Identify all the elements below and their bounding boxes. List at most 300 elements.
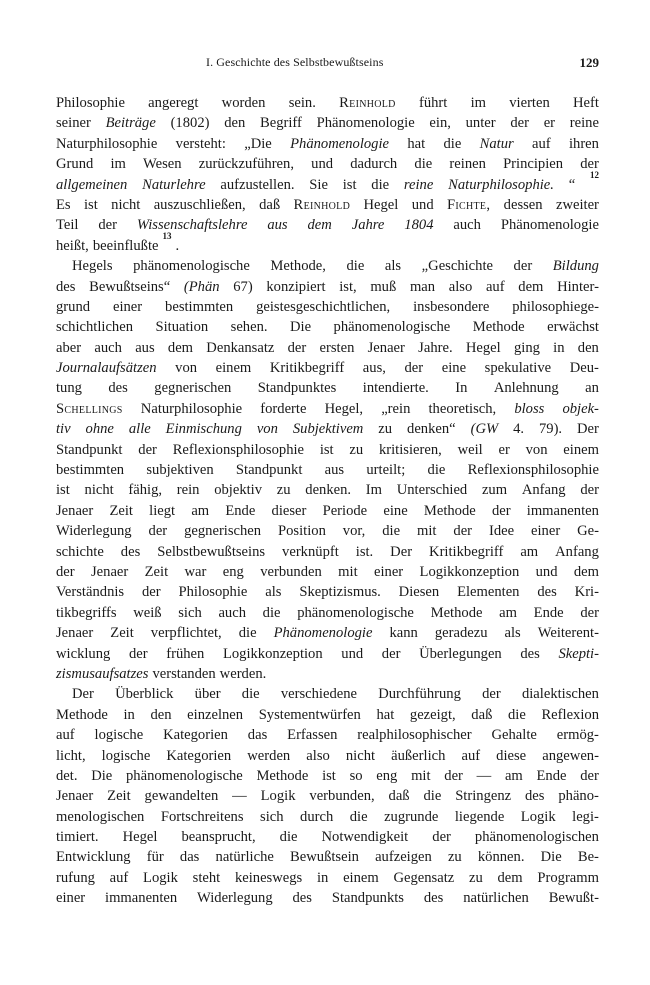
text-line: [56, 644, 599, 664]
word: Jenaer: [56, 625, 94, 642]
word: insbesondere: [413, 298, 490, 315]
word: die: [241, 686, 260, 703]
word: der: [491, 502, 511, 519]
word: mit: [417, 523, 437, 540]
word: tiv: [56, 421, 71, 438]
word: Methode: [472, 319, 525, 336]
word: —: [476, 767, 492, 784]
word: der: [482, 686, 501, 703]
word: am: [191, 502, 210, 519]
word: forderte: [260, 400, 307, 417]
word: des: [537, 584, 557, 601]
word: geradezu: [434, 625, 488, 642]
word: diese: [496, 747, 527, 764]
word: die: [382, 523, 401, 540]
word: der: [138, 441, 157, 458]
word: Elementen: [457, 584, 520, 601]
word: der: [148, 523, 168, 540]
word: einer: [56, 890, 86, 907]
word: an: [585, 380, 599, 397]
word: 67): [233, 278, 253, 295]
word: reinen: [449, 156, 486, 173]
word: Skepti-: [558, 645, 599, 662]
word: des: [525, 788, 545, 805]
word: auszuschließen,: [153, 196, 246, 213]
word: objektiv: [214, 482, 263, 499]
word: zu: [447, 849, 462, 866]
word: phänomenologische: [133, 258, 250, 275]
word: ermög-: [556, 727, 599, 744]
word: hat: [407, 135, 426, 152]
word: aber: [56, 339, 82, 356]
word: Periode: [322, 502, 368, 519]
word: Sie: [309, 176, 328, 193]
word: am: [499, 604, 517, 621]
word: verstanden: [152, 665, 216, 682]
word: sich: [178, 604, 202, 621]
word: den: [224, 115, 246, 132]
word: Principien: [503, 156, 564, 173]
word: Unterschied: [396, 482, 468, 499]
word: die: [443, 135, 462, 152]
word: einer: [112, 298, 143, 315]
word: Durchführung: [378, 686, 461, 703]
word: Naturphilosophie: [56, 135, 158, 152]
word: realphilosophischer: [357, 727, 472, 744]
word: denken.: [305, 482, 352, 499]
text-line: [56, 847, 599, 867]
text-line: [56, 440, 599, 460]
word: Journalaufsätzen: [56, 360, 157, 377]
word: rufung: [56, 869, 95, 886]
word: Widerlegung: [197, 890, 273, 907]
word: der: [580, 156, 599, 173]
word: Natur: [479, 135, 514, 152]
text-line: [56, 215, 599, 235]
word: Zeit: [144, 563, 169, 580]
word: phänomenologische: [297, 604, 414, 621]
word: Der: [72, 686, 94, 703]
word: des: [56, 278, 76, 295]
word: Notwendigkeit: [321, 829, 409, 846]
text-line: [56, 317, 599, 337]
word: ist.: [355, 543, 374, 560]
word: Position: [278, 523, 326, 540]
word: timiert.: [56, 829, 99, 846]
word: sehen.: [230, 319, 268, 336]
word: wicklung: [56, 645, 111, 662]
word: Reflexionsphilosophie: [467, 462, 599, 479]
word: aus,: [362, 360, 386, 377]
word: Ende: [536, 767, 567, 784]
word: des: [108, 380, 128, 397]
word: Skeptizismus.: [299, 584, 381, 601]
word: in: [316, 869, 329, 886]
word: Systementwürfen: [258, 706, 361, 723]
text-line: [56, 827, 599, 847]
word: logische: [94, 727, 144, 744]
word: zugrunde: [384, 808, 439, 825]
word: unter: [465, 115, 496, 132]
word: des: [423, 890, 444, 907]
text-line: [56, 746, 599, 766]
word: Fortschreitens: [160, 808, 244, 825]
word: “: [568, 176, 576, 193]
word: legi-: [572, 808, 599, 825]
word: zu: [378, 421, 393, 438]
word: er: [543, 115, 556, 132]
word: dem: [497, 869, 523, 886]
word: einem: [215, 360, 252, 377]
word: Methode: [56, 706, 108, 723]
word: zu: [276, 482, 291, 499]
word: die: [262, 604, 281, 621]
word: des: [520, 645, 540, 662]
text-line: [56, 623, 599, 643]
word: und: [341, 645, 364, 662]
word: bloss: [514, 400, 545, 417]
word: die: [238, 625, 257, 642]
word: Bewußt-: [548, 890, 599, 907]
word: Verständnis: [56, 584, 125, 601]
word: aus: [267, 217, 288, 234]
word: also: [448, 278, 473, 295]
word: fähig,: [128, 482, 163, 499]
word: einem: [343, 869, 379, 886]
word: —: [232, 788, 247, 805]
word: Reinhold: [339, 95, 396, 111]
word: Kritikbegriff: [429, 543, 504, 560]
word: denken“: [407, 421, 456, 438]
word: Phänomenologie: [316, 115, 415, 132]
word: der: [98, 217, 118, 234]
word: werden: [247, 747, 291, 764]
word: ist: [56, 482, 70, 499]
word: Be-: [577, 849, 599, 866]
word: Situation: [155, 319, 209, 336]
word: phäno-: [558, 788, 599, 805]
word: 12: [589, 169, 599, 180]
word: tung: [56, 380, 82, 397]
text-line: [56, 154, 599, 174]
word: auf: [109, 869, 129, 886]
text-line: [56, 501, 599, 521]
word: auf: [485, 278, 505, 295]
word: bestimmten: [165, 298, 234, 315]
word: so: [349, 767, 363, 784]
word: Jenaer: [367, 339, 405, 356]
word: Gegensatz: [393, 869, 455, 886]
word: Die: [290, 319, 312, 336]
running-title: I. Geschichte des Selbstbewußtseins: [206, 55, 384, 69]
word: Erfassen: [287, 727, 338, 744]
word: Hegel,: [324, 400, 364, 417]
word: am: [520, 543, 539, 560]
word: steht: [192, 869, 221, 886]
word: dialektischen: [521, 686, 599, 703]
text-line: [56, 93, 599, 113]
word: ihren: [568, 135, 599, 152]
word: Naturphilosophie: [140, 400, 243, 417]
word: den: [577, 339, 599, 356]
word: dem: [518, 278, 544, 295]
word: von: [256, 421, 278, 438]
word: Wesen: [143, 156, 182, 173]
word: zweiter: [555, 196, 599, 213]
word: und: [311, 156, 334, 173]
word: Anfang: [521, 482, 566, 499]
word: Die: [540, 849, 562, 866]
word: Kategorien: [166, 747, 232, 764]
word: Phänomenologie: [273, 625, 373, 642]
text-line: [56, 419, 599, 439]
text-line: [56, 338, 599, 358]
word: gewandelten: [144, 788, 219, 805]
text-line: [56, 460, 599, 480]
word: rein: [176, 482, 200, 499]
word: Programm: [537, 869, 599, 886]
word: Jahre: [351, 217, 385, 234]
word: man: [409, 278, 436, 295]
word: dem: [167, 339, 194, 356]
word: der: [453, 523, 473, 540]
page-number: 129: [579, 55, 599, 70]
word: Teil: [56, 217, 79, 234]
word: ein,: [429, 115, 451, 132]
word: versteht:: [175, 135, 226, 152]
word: logische: [101, 747, 151, 764]
word: mit: [411, 767, 431, 784]
word: „Geschichte: [421, 258, 493, 275]
word: Methode: [256, 767, 309, 784]
word: ohne: [85, 421, 114, 438]
word: die: [346, 258, 365, 275]
word: angewen-: [542, 747, 599, 764]
text-line: [56, 399, 599, 419]
word: (1802): [170, 115, 210, 132]
word: Hegel: [465, 339, 501, 356]
word: für: [146, 849, 164, 866]
text-line: [56, 705, 599, 725]
word: „Die: [244, 135, 272, 152]
word: verbunden,: [309, 788, 375, 805]
word: nicht: [111, 196, 141, 213]
word: Schellings: [56, 400, 123, 417]
word: Es: [56, 196, 71, 213]
word: einzelnen: [187, 706, 244, 723]
word: Hinter-: [557, 278, 599, 295]
text-line: [56, 230, 599, 256]
word: Standpunkt: [235, 462, 303, 479]
word: Widerlegung: [56, 523, 132, 540]
word: menologischen: [56, 808, 145, 825]
word: Hegel: [122, 829, 158, 846]
word: bestimmten: [56, 462, 125, 479]
word: der: [432, 829, 451, 846]
word: Standpunkt: [56, 441, 123, 458]
word: auch: [218, 604, 246, 621]
text-line: [56, 169, 599, 195]
word: Kritikbegriff: [269, 360, 345, 377]
word: Im: [365, 482, 382, 499]
word: der: [128, 645, 148, 662]
word: als: [265, 584, 282, 601]
word: konzipiert: [266, 278, 326, 295]
word: gegnerischen: [154, 380, 232, 397]
word: Logik: [143, 869, 178, 886]
word: die: [414, 156, 433, 173]
word: immanenten: [105, 890, 178, 907]
word: Fichte,: [446, 196, 491, 213]
word: beeinflußte: [92, 237, 159, 254]
word: verschiedene: [280, 686, 358, 703]
word: zu: [349, 441, 364, 458]
word: werden.: [219, 665, 267, 682]
word: Der: [577, 421, 599, 438]
word: natürliche: [215, 849, 274, 866]
word: subjektiven: [146, 462, 214, 479]
word: einem: [563, 441, 599, 458]
word: intendierte.: [362, 380, 429, 397]
word: Weiterent-: [537, 625, 599, 642]
word: Anlehnung: [493, 380, 559, 397]
word: Diesen: [398, 584, 440, 601]
text-line: [56, 603, 599, 623]
word: die: [349, 808, 368, 825]
word: über: [194, 686, 221, 703]
word: ist: [83, 196, 98, 213]
text-line: [56, 786, 599, 806]
word: die: [427, 462, 446, 479]
word: geistesgeschichtlichen,: [256, 298, 391, 315]
word: Selbstbewußtseins: [157, 543, 266, 560]
word: erwächst: [547, 319, 599, 336]
word: Logikkonzeption: [222, 645, 323, 662]
text-line: [56, 358, 599, 378]
word: durch: [300, 808, 334, 825]
word: zu: [468, 869, 483, 886]
word: eng: [376, 767, 398, 784]
word: Kategorien: [163, 727, 228, 744]
word: Naturphilosophie.: [448, 176, 554, 193]
word: Die: [91, 767, 113, 784]
text-line: [56, 562, 599, 582]
word: theoretisch,: [428, 400, 497, 417]
word: kann: [389, 625, 418, 642]
word: Idee: [488, 523, 515, 540]
word: Begriff: [260, 115, 302, 132]
word: vierten: [509, 95, 550, 111]
word: auf: [56, 727, 75, 744]
word: äußerlich: [391, 747, 446, 764]
word: die: [371, 176, 390, 193]
word: 1804: [404, 217, 434, 234]
word: Logik: [260, 788, 296, 805]
word: Wissenschaftslehre: [136, 217, 248, 234]
word: als: [384, 258, 402, 275]
word: worden: [221, 95, 266, 111]
word: Zeit: [107, 788, 131, 805]
word: Standpunktes: [257, 380, 337, 397]
word: Jahre.: [418, 339, 453, 356]
word: verpflichtet,: [150, 625, 222, 642]
word: Ende: [533, 604, 564, 621]
word: tikbegriffs: [56, 604, 117, 621]
text-line: [56, 521, 599, 541]
word: 4.: [513, 421, 525, 438]
word: immanenten: [526, 502, 599, 519]
word: des: [120, 543, 141, 560]
word: und: [411, 196, 434, 213]
word: Jenaer: [91, 563, 129, 580]
word: In: [455, 380, 468, 397]
word: der: [580, 604, 599, 621]
word: aufzeigen: [375, 849, 432, 866]
word: spekulative: [484, 360, 552, 377]
word: also: [306, 747, 330, 764]
word: gezeigt,: [409, 706, 456, 723]
word: Bildung: [552, 258, 599, 275]
text-line: [56, 134, 599, 154]
word: aus: [135, 339, 155, 356]
word: ist,: [339, 278, 357, 295]
word: keineswegs: [234, 869, 303, 886]
word: Logikkonzeption: [419, 563, 520, 580]
text-line: [56, 277, 599, 297]
word: Deu-: [569, 360, 599, 377]
word: objek-: [562, 400, 599, 417]
word: auch: [453, 217, 481, 234]
word: die: [423, 788, 442, 805]
word: das: [247, 727, 268, 744]
word: weil: [457, 441, 483, 458]
word: zum: [481, 482, 508, 499]
word: (GW: [470, 421, 499, 438]
word: der: [513, 258, 533, 275]
word: am: [504, 767, 523, 784]
word: die: [279, 829, 298, 846]
word: licht,: [56, 747, 86, 764]
word: verknüpft: [282, 543, 339, 560]
word: daß: [471, 706, 493, 723]
word: der: [56, 563, 75, 580]
word: liegt: [149, 502, 176, 519]
word: liegende: [454, 808, 505, 825]
word: daß: [388, 788, 410, 805]
word: muß: [370, 278, 397, 295]
word: heißt,: [56, 237, 89, 254]
word: „rein: [381, 400, 411, 417]
word: 13: [162, 230, 172, 241]
word: Entwicklung: [56, 849, 131, 866]
word: der: [381, 645, 401, 662]
word: der: [404, 360, 424, 377]
word: kritisieren,: [378, 441, 442, 458]
word: dem: [307, 217, 332, 234]
word: gegnerischen: [184, 523, 262, 540]
word: und: [535, 563, 558, 580]
word: urteilt;: [366, 462, 406, 479]
word: schichte: [56, 543, 104, 560]
word: philosophiege-: [512, 298, 599, 315]
word: Bewußtsein: [290, 849, 359, 866]
word: phänomenologischen: [474, 829, 599, 846]
word: auch: [94, 339, 122, 356]
word: Reflexionsphilosophie: [172, 441, 305, 458]
word: in: [553, 339, 565, 356]
word: können.: [477, 849, 525, 866]
word: frühen: [166, 645, 205, 662]
